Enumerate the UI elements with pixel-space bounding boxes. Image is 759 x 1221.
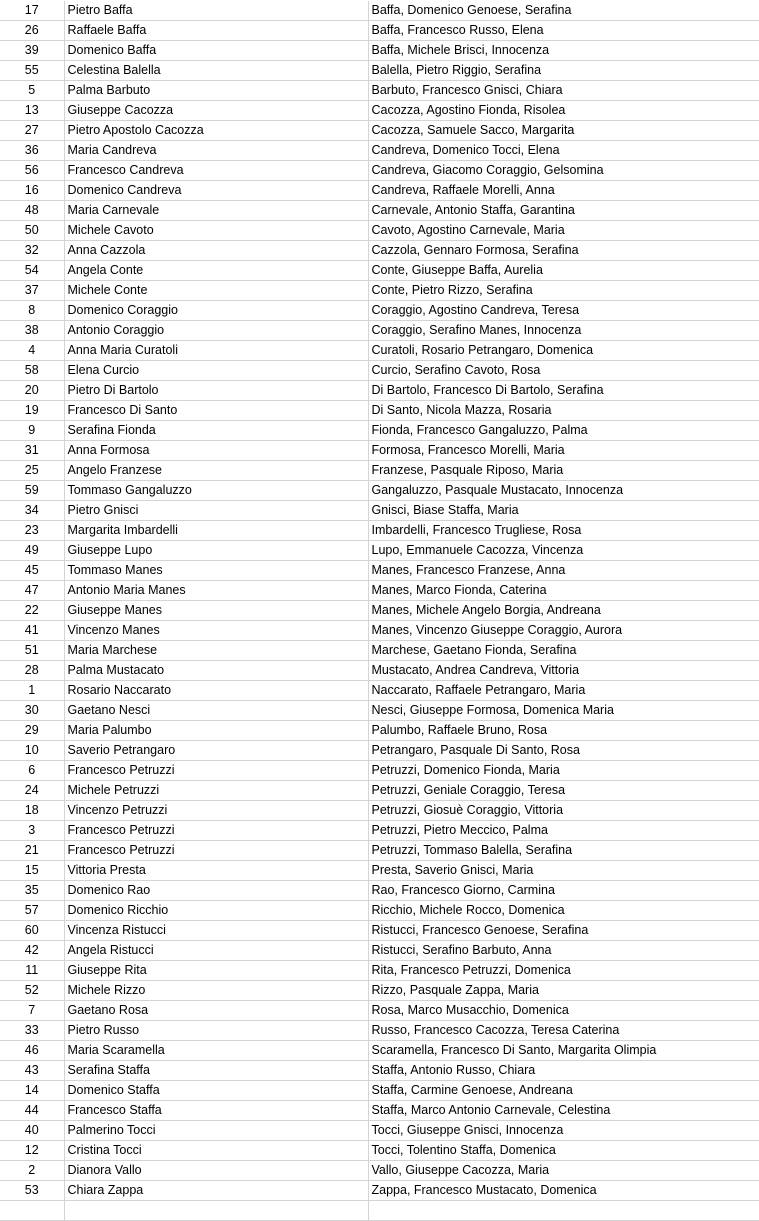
- cell-parents[interactable]: Petruzzi, Giosuè Coraggio, Vittoria: [368, 801, 759, 821]
- cell-number[interactable]: 7: [0, 1001, 64, 1021]
- table-row: [0, 1081, 759, 1101]
- table-row: [0, 561, 759, 581]
- table-row: [0, 441, 759, 461]
- cell-number[interactable]: 21: [0, 841, 64, 861]
- table-row: [0, 761, 759, 781]
- cell-number[interactable]: 42: [0, 941, 64, 961]
- cell-number[interactable]: 48: [0, 201, 64, 221]
- table-row: [0, 121, 759, 141]
- cell-number[interactable]: 24: [0, 781, 64, 801]
- cell-number[interactable]: 38: [0, 321, 64, 341]
- spreadsheet-table: [0, 1, 759, 1221]
- cell-parents[interactable]: Manes, Michele Angelo Borgia, Andreana: [368, 601, 759, 621]
- cell-parents[interactable]: Petruzzi, Geniale Coraggio, Teresa: [368, 781, 759, 801]
- cell-name[interactable]: Francesco Petruzzi: [64, 841, 368, 861]
- cell-name[interactable]: Vincenzo Petruzzi: [64, 801, 368, 821]
- cell-parents[interactable]: Rizzo, Pasquale Zappa, Maria: [368, 981, 759, 1001]
- cell-name[interactable]: Francesco Staffa: [64, 1101, 368, 1121]
- cell-name[interactable]: Giuseppe Cacozza: [64, 101, 368, 121]
- table-row: [0, 661, 759, 681]
- cell-parents[interactable]: Franzese, Pasquale Riposo, Maria: [368, 461, 759, 481]
- cell-number[interactable]: 32: [0, 241, 64, 261]
- cell-parents[interactable]: Manes, Vincenzo Giuseppe Coraggio, Aurora: [368, 621, 759, 641]
- cell-name[interactable]: Michele Petruzzi: [64, 781, 368, 801]
- cell-number[interactable]: 37: [0, 281, 64, 301]
- cell-name[interactable]: Rosario Naccarato: [64, 681, 368, 701]
- table-row: [0, 221, 759, 241]
- cell-name[interactable]: Domenico Ricchio: [64, 901, 368, 921]
- cell-number[interactable]: 11: [0, 961, 64, 981]
- table-row: [0, 41, 759, 61]
- cell-name[interactable]: Francesco Candreva: [64, 161, 368, 181]
- table-row: [0, 1201, 759, 1221]
- table-row: [0, 641, 759, 661]
- cell-name[interactable]: Raffaele Baffa: [64, 21, 368, 41]
- cell-parents[interactable]: Baffa, Domenico Genoese, Serafina: [368, 1, 759, 21]
- cell-number[interactable]: 3: [0, 821, 64, 841]
- cell-number[interactable]: 59: [0, 481, 64, 501]
- cell-number[interactable]: 33: [0, 1021, 64, 1041]
- cell-parents[interactable]: Di Bartolo, Francesco Di Bartolo, Serafina: [368, 381, 759, 401]
- cell-parents[interactable]: Barbuto, Francesco Gnisci, Chiara: [368, 81, 759, 101]
- cell-number[interactable]: 5: [0, 81, 64, 101]
- cell-number[interactable]: 54: [0, 261, 64, 281]
- cell-name[interactable]: Anna Maria Curatoli: [64, 341, 368, 361]
- table-row: [0, 741, 759, 761]
- cell-number[interactable]: 23: [0, 521, 64, 541]
- cell-number[interactable]: 44: [0, 1101, 64, 1121]
- cell-number[interactable]: 28: [0, 661, 64, 681]
- table-row: [0, 301, 759, 321]
- cell-number[interactable]: 58: [0, 361, 64, 381]
- cell-parents[interactable]: Imbardelli, Francesco Trugliese, Rosa: [368, 521, 759, 541]
- cell-name[interactable]: Antonio Maria Manes: [64, 581, 368, 601]
- cell-number[interactable]: 39: [0, 41, 64, 61]
- cell-parents[interactable]: Ristucci, Francesco Genoese, Serafina: [368, 921, 759, 941]
- cell-parents[interactable]: Petrangaro, Pasquale Di Santo, Rosa: [368, 741, 759, 761]
- cell-parents[interactable]: Coraggio, Serafino Manes, Innocenza: [368, 321, 759, 341]
- cell-parents[interactable]: Candreva, Raffaele Morelli, Anna: [368, 181, 759, 201]
- cell-number[interactable]: 10: [0, 741, 64, 761]
- cell-number[interactable]: 50: [0, 221, 64, 241]
- cell-number[interactable]: 17: [0, 1, 64, 21]
- cell-number[interactable]: 26: [0, 21, 64, 41]
- table-row: [0, 421, 759, 441]
- table-row: [0, 501, 759, 521]
- cell-name[interactable]: Tommaso Gangaluzzo: [64, 481, 368, 501]
- cell-parents[interactable]: Staffa, Antonio Russo, Chiara: [368, 1061, 759, 1081]
- cell-parents[interactable]: Staffa, Marco Antonio Carnevale, Celestina: [368, 1101, 759, 1121]
- cell-parents[interactable]: Di Santo, Nicola Mazza, Rosaria: [368, 401, 759, 421]
- cell-parents[interactable]: Baffa, Michele Brisci, Innocenza: [368, 41, 759, 61]
- cell-name[interactable]: Angela Ristucci: [64, 941, 368, 961]
- cell-parents[interactable]: Formosa, Francesco Morelli, Maria: [368, 441, 759, 461]
- cell-name[interactable]: Margarita Imbardelli: [64, 521, 368, 541]
- cell-number[interactable]: 27: [0, 121, 64, 141]
- cell-name[interactable]: Saverio Petrangaro: [64, 741, 368, 761]
- cell-parents[interactable]: Rita, Francesco Petruzzi, Domenica: [368, 961, 759, 981]
- cell-parents[interactable]: Zappa, Francesco Mustacato, Domenica: [368, 1181, 759, 1201]
- cell-parents[interactable]: Tocci, Tolentino Staffa, Domenica: [368, 1141, 759, 1161]
- table-row: [0, 181, 759, 201]
- cell-name[interactable]: Vincenza Ristucci: [64, 921, 368, 941]
- cell-number[interactable]: 22: [0, 601, 64, 621]
- cell-number[interactable]: 19: [0, 401, 64, 421]
- cell-parents[interactable]: Conte, Pietro Rizzo, Serafina: [368, 281, 759, 301]
- cell-parents[interactable]: Petruzzi, Pietro Meccico, Palma: [368, 821, 759, 841]
- cell-name[interactable]: [64, 1201, 368, 1221]
- table-row: [0, 1181, 759, 1201]
- cell-number[interactable]: 4: [0, 341, 64, 361]
- cell-number[interactable]: 51: [0, 641, 64, 661]
- cell-name[interactable]: Pietro Russo: [64, 1021, 368, 1041]
- cell-name[interactable]: Pietro Apostolo Cacozza: [64, 121, 368, 141]
- table-row: [0, 381, 759, 401]
- table-row: [0, 981, 759, 1001]
- cell-number[interactable]: 2: [0, 1161, 64, 1181]
- table-row: [0, 781, 759, 801]
- cell-number[interactable]: 34: [0, 501, 64, 521]
- cell-number[interactable]: 31: [0, 441, 64, 461]
- cell-name[interactable]: Michele Rizzo: [64, 981, 368, 1001]
- table-row: [0, 621, 759, 641]
- table-row: [0, 81, 759, 101]
- cell-parents[interactable]: Lupo, Emmanuele Cacozza, Vincenza: [368, 541, 759, 561]
- cell-name[interactable]: Pietro Di Bartolo: [64, 381, 368, 401]
- table-row: [0, 521, 759, 541]
- table-row: [0, 821, 759, 841]
- table-row: [0, 601, 759, 621]
- cell-name[interactable]: Francesco Petruzzi: [64, 761, 368, 781]
- table-row: [0, 1, 759, 21]
- cell-name[interactable]: Angelo Franzese: [64, 461, 368, 481]
- cell-parents[interactable]: Palumbo, Raffaele Bruno, Rosa: [368, 721, 759, 741]
- cell-name[interactable]: Maria Candreva: [64, 141, 368, 161]
- cell-parents[interactable]: Fionda, Francesco Gangaluzzo, Palma: [368, 421, 759, 441]
- cell-number[interactable]: 12: [0, 1141, 64, 1161]
- cell-parents[interactable]: Coraggio, Agostino Candreva, Teresa: [368, 301, 759, 321]
- cell-parents[interactable]: Scaramella, Francesco Di Santo, Margarita Olimpia: [368, 1041, 759, 1061]
- table-row: [0, 161, 759, 181]
- cell-parents[interactable]: Cazzola, Gennaro Formosa, Serafina: [368, 241, 759, 261]
- cell-name[interactable]: Palma Barbuto: [64, 81, 368, 101]
- table-row: [0, 1061, 759, 1081]
- cell-number[interactable]: [0, 1201, 64, 1221]
- table-row: [0, 21, 759, 41]
- table-row: [0, 321, 759, 341]
- cell-number[interactable]: 25: [0, 461, 64, 481]
- cell-parents[interactable]: Conte, Giuseppe Baffa, Aurelia: [368, 261, 759, 281]
- table-row: [0, 1101, 759, 1121]
- cell-name[interactable]: Cristina Tocci: [64, 1141, 368, 1161]
- cell-number[interactable]: 43: [0, 1061, 64, 1081]
- table-row: [0, 461, 759, 481]
- cell-name[interactable]: Tommaso Manes: [64, 561, 368, 581]
- cell-number[interactable]: 46: [0, 1041, 64, 1061]
- cell-parents[interactable]: Candreva, Domenico Tocci, Elena: [368, 141, 759, 161]
- cell-number[interactable]: 60: [0, 921, 64, 941]
- cell-number[interactable]: 40: [0, 1121, 64, 1141]
- cell-parents[interactable]: Staffa, Carmine Genoese, Andreana: [368, 1081, 759, 1101]
- cell-parents[interactable]: Cavoto, Agostino Carnevale, Maria: [368, 221, 759, 241]
- table-row: [0, 101, 759, 121]
- cell-parents[interactable]: Petruzzi, Tommaso Balella, Serafina: [368, 841, 759, 861]
- cell-name[interactable]: Chiara Zappa: [64, 1181, 368, 1201]
- cell-number[interactable]: 8: [0, 301, 64, 321]
- table-row: [0, 681, 759, 701]
- cell-parents[interactable]: Balella, Pietro Riggio, Serafina: [368, 61, 759, 81]
- table-row: [0, 61, 759, 81]
- cell-number[interactable]: 9: [0, 421, 64, 441]
- table-row: [0, 481, 759, 501]
- cell-name[interactable]: Gaetano Rosa: [64, 1001, 368, 1021]
- cell-name[interactable]: Palmerino Tocci: [64, 1121, 368, 1141]
- table-row: [0, 1161, 759, 1181]
- cell-parents[interactable]: Rosa, Marco Musacchio, Domenica: [368, 1001, 759, 1021]
- table-row: [0, 701, 759, 721]
- cell-name[interactable]: Michele Cavoto: [64, 221, 368, 241]
- table-row: [0, 581, 759, 601]
- cell-name[interactable]: Domenico Candreva: [64, 181, 368, 201]
- cell-number[interactable]: 30: [0, 701, 64, 721]
- spreadsheet-body: [0, 1, 759, 1221]
- cell-number[interactable]: 16: [0, 181, 64, 201]
- cell-number[interactable]: 52: [0, 981, 64, 1001]
- cell-parents[interactable]: Ristucci, Serafino Barbuto, Anna: [368, 941, 759, 961]
- cell-parents[interactable]: Naccarato, Raffaele Petrangaro, Maria: [368, 681, 759, 701]
- cell-name[interactable]: Domenico Rao: [64, 881, 368, 901]
- cell-number[interactable]: 15: [0, 861, 64, 881]
- cell-name[interactable]: Dianora Vallo: [64, 1161, 368, 1181]
- table-row: [0, 1121, 759, 1141]
- cell-number[interactable]: 13: [0, 101, 64, 121]
- cell-name[interactable]: Pietro Gnisci: [64, 501, 368, 521]
- cell-number[interactable]: 18: [0, 801, 64, 821]
- table-row: [0, 1021, 759, 1041]
- cell-number[interactable]: 35: [0, 881, 64, 901]
- cell-name[interactable]: Giuseppe Lupo: [64, 541, 368, 561]
- cell-parents[interactable]: Gangaluzzo, Pasquale Mustacato, Innocenza: [368, 481, 759, 501]
- cell-number[interactable]: 57: [0, 901, 64, 921]
- cell-name[interactable]: Angela Conte: [64, 261, 368, 281]
- cell-parents[interactable]: Russo, Francesco Cacozza, Teresa Caterina: [368, 1021, 759, 1041]
- cell-number[interactable]: 47: [0, 581, 64, 601]
- table-row: [0, 241, 759, 261]
- cell-parents[interactable]: Curatoli, Rosario Petrangaro, Domenica: [368, 341, 759, 361]
- cell-parents[interactable]: Cacozza, Samuele Sacco, Margarita: [368, 121, 759, 141]
- cell-name[interactable]: Giuseppe Manes: [64, 601, 368, 621]
- table-row: [0, 961, 759, 981]
- cell-name[interactable]: Domenico Coraggio: [64, 301, 368, 321]
- cell-parents[interactable]: Tocci, Giuseppe Gnisci, Innocenza: [368, 1121, 759, 1141]
- table-row: [0, 1041, 759, 1061]
- cell-number[interactable]: 1: [0, 681, 64, 701]
- cell-name[interactable]: Elena Curcio: [64, 361, 368, 381]
- table-row: [0, 941, 759, 961]
- cell-parents[interactable]: Gnisci, Biase Staffa, Maria: [368, 501, 759, 521]
- cell-number[interactable]: 56: [0, 161, 64, 181]
- table-row: [0, 841, 759, 861]
- cell-name[interactable]: Celestina Balella: [64, 61, 368, 81]
- cell-number[interactable]: 20: [0, 381, 64, 401]
- cell-name[interactable]: Vittoria Presta: [64, 861, 368, 881]
- cell-name[interactable]: Maria Marchese: [64, 641, 368, 661]
- table-row: [0, 281, 759, 301]
- cell-number[interactable]: 29: [0, 721, 64, 741]
- cell-name[interactable]: Domenico Staffa: [64, 1081, 368, 1101]
- table-row: [0, 861, 759, 881]
- table-row: [0, 541, 759, 561]
- table-row: [0, 921, 759, 941]
- cell-name[interactable]: Anna Formosa: [64, 441, 368, 461]
- cell-parents[interactable]: Curcio, Serafino Cavoto, Rosa: [368, 361, 759, 381]
- cell-name[interactable]: Gaetano Nesci: [64, 701, 368, 721]
- cell-name[interactable]: Anna Cazzola: [64, 241, 368, 261]
- cell-name[interactable]: Michele Conte: [64, 281, 368, 301]
- cell-name[interactable]: Vincenzo Manes: [64, 621, 368, 641]
- cell-number[interactable]: 55: [0, 61, 64, 81]
- cell-name[interactable]: Maria Carnevale: [64, 201, 368, 221]
- cell-parents[interactable]: Nesci, Giuseppe Formosa, Domenica Maria: [368, 701, 759, 721]
- cell-name[interactable]: Domenico Baffa: [64, 41, 368, 61]
- table-row: [0, 201, 759, 221]
- cell-parents[interactable]: Marchese, Gaetano Fionda, Serafina: [368, 641, 759, 661]
- cell-name[interactable]: Palma Mustacato: [64, 661, 368, 681]
- cell-parents[interactable]: Presta, Saverio Gnisci, Maria: [368, 861, 759, 881]
- cell-parents[interactable]: Rao, Francesco Giorno, Carmina: [368, 881, 759, 901]
- cell-parents[interactable]: Manes, Marco Fionda, Caterina: [368, 581, 759, 601]
- table-row: [0, 1141, 759, 1161]
- table-row: [0, 141, 759, 161]
- cell-number[interactable]: 41: [0, 621, 64, 641]
- cell-parents[interactable]: Manes, Francesco Franzese, Anna: [368, 561, 759, 581]
- table-row: [0, 261, 759, 281]
- cell-name[interactable]: Francesco Di Santo: [64, 401, 368, 421]
- table-row: [0, 401, 759, 421]
- cell-parents[interactable]: Vallo, Giuseppe Cacozza, Maria: [368, 1161, 759, 1181]
- cell-number[interactable]: 14: [0, 1081, 64, 1101]
- cell-name[interactable]: Pietro Baffa: [64, 1, 368, 21]
- cell-parents[interactable]: Mustacato, Andrea Candreva, Vittoria: [368, 661, 759, 681]
- cell-parents[interactable]: Candreva, Giacomo Coraggio, Gelsomina: [368, 161, 759, 181]
- table-row: [0, 721, 759, 741]
- cell-name[interactable]: Giuseppe Rita: [64, 961, 368, 981]
- table-row: [0, 361, 759, 381]
- table-row: [0, 801, 759, 821]
- cell-name[interactable]: Maria Scaramella: [64, 1041, 368, 1061]
- cell-parents[interactable]: Petruzzi, Domenico Fionda, Maria: [368, 761, 759, 781]
- cell-name[interactable]: Serafina Staffa: [64, 1061, 368, 1081]
- cell-number[interactable]: 49: [0, 541, 64, 561]
- table-row: [0, 901, 759, 921]
- cell-name[interactable]: Serafina Fionda: [64, 421, 368, 441]
- cell-parents[interactable]: Cacozza, Agostino Fionda, Risolea: [368, 101, 759, 121]
- cell-number[interactable]: 45: [0, 561, 64, 581]
- cell-name[interactable]: Francesco Petruzzi: [64, 821, 368, 841]
- cell-parents[interactable]: Baffa, Francesco Russo, Elena: [368, 21, 759, 41]
- table-row: [0, 1001, 759, 1021]
- cell-number[interactable]: 6: [0, 761, 64, 781]
- cell-parents[interactable]: [368, 1201, 759, 1221]
- table-row: [0, 341, 759, 361]
- cell-name[interactable]: Maria Palumbo: [64, 721, 368, 741]
- cell-name[interactable]: Antonio Coraggio: [64, 321, 368, 341]
- cell-parents[interactable]: Ricchio, Michele Rocco, Domenica: [368, 901, 759, 921]
- cell-number[interactable]: 53: [0, 1181, 64, 1201]
- cell-number[interactable]: 36: [0, 141, 64, 161]
- table-row: [0, 881, 759, 901]
- cell-parents[interactable]: Carnevale, Antonio Staffa, Garantina: [368, 201, 759, 221]
